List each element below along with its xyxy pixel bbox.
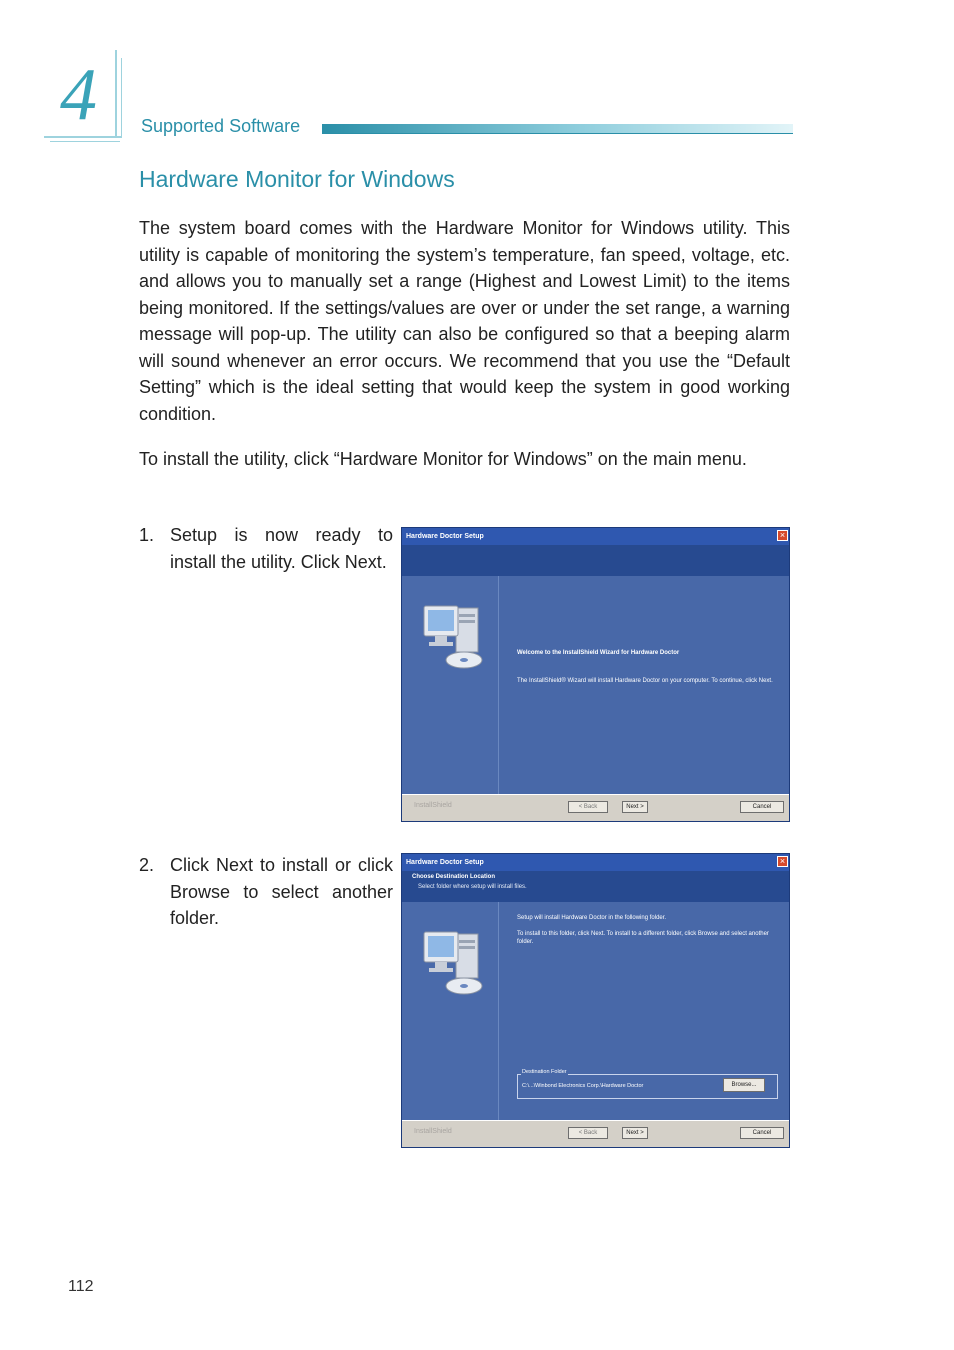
wizard-title: Welcome to the InstallShield Wizard for Hardware Doctor (517, 650, 680, 656)
window-title: Hardware Doctor Setup (402, 854, 789, 871)
header-subtitle: Select folder where setup will install files. (418, 884, 527, 890)
header-rule (322, 133, 793, 134)
button-bar (402, 794, 789, 821)
computer-icon (422, 930, 492, 1000)
destination-folder-label: Destination Folder (522, 1069, 567, 1075)
next-button[interactable]: Next > (622, 1127, 648, 1139)
window-header (402, 545, 789, 576)
step-text: Setup is now ready to install the utility. Click Next. (170, 525, 393, 572)
browse-button[interactable]: Browse... (723, 1078, 765, 1092)
section-label: Supported Software (141, 116, 301, 136)
window-title: Hardware Doctor Setup (402, 528, 789, 545)
back-button[interactable]: < Back (568, 1127, 608, 1139)
installshield-brand: InstallShield (414, 1128, 452, 1135)
installshield-brand: InstallShield (414, 802, 452, 809)
cancel-button[interactable]: Cancel (740, 801, 784, 813)
destination-path: C:\...\Winbond Electronics Corp.\Hardware Doctor (522, 1083, 644, 1089)
chapter-divider (50, 141, 120, 142)
page-number: 112 (68, 1278, 94, 1295)
step-2 (139, 852, 393, 932)
chapter-divider (44, 136, 122, 138)
cancel-button[interactable]: Cancel (740, 1127, 784, 1139)
next-button[interactable]: Next > (622, 801, 648, 813)
wizard-text: To install to this folder, click Next. To install to a different folder, click Browse and select another folder. (517, 931, 769, 945)
setup-welcome-window (401, 527, 790, 822)
wizard-text: The InstallShield® Wizard will install Hardware Doctor on your computer. To continue, click Next. (517, 678, 773, 684)
chapter-divider (115, 50, 117, 138)
wizard-text: Setup will install Hardware Doctor in the following folder. (517, 915, 667, 921)
header-title: Choose Destination Location (412, 874, 496, 880)
chapter-divider (121, 58, 122, 138)
step-1 (139, 522, 393, 575)
button-bar (402, 1120, 789, 1147)
install-paragraph: To install the utility, click “Hardware Monitor for Windows” on the main menu. (139, 449, 747, 469)
setup-destination-window (401, 853, 790, 1148)
computer-icon (422, 604, 492, 674)
step-number: 2. (139, 855, 155, 875)
chapter-number: 4 (60, 54, 97, 136)
header-bar (322, 124, 793, 133)
intro-paragraph: The system board comes with the Hardware Monitor for Windows utility. This utility is capable of monitoring the system’s temperature, fan speed, voltage, etc. and allows you to manually set a range (Highest and Lowest Limit) to the items being monitored. If the settings/values are over or under the set range, a warning message will pop-up. The utility can also be configured so that a beeping alarm will sound whenever an error occurs. We recommend that you use the “Default Setting” which is the ideal setting that would keep the system in good working condition. (139, 218, 790, 424)
close-icon[interactable]: × (777, 856, 788, 867)
page-heading: Hardware Monitor for Windows (139, 166, 455, 192)
step-number: 1. (139, 525, 155, 545)
step-text: Click Next to install or click Browse to select another folder. (170, 855, 393, 928)
window-header (402, 871, 789, 902)
back-button[interactable]: < Back (568, 801, 608, 813)
close-icon[interactable]: × (777, 530, 788, 541)
